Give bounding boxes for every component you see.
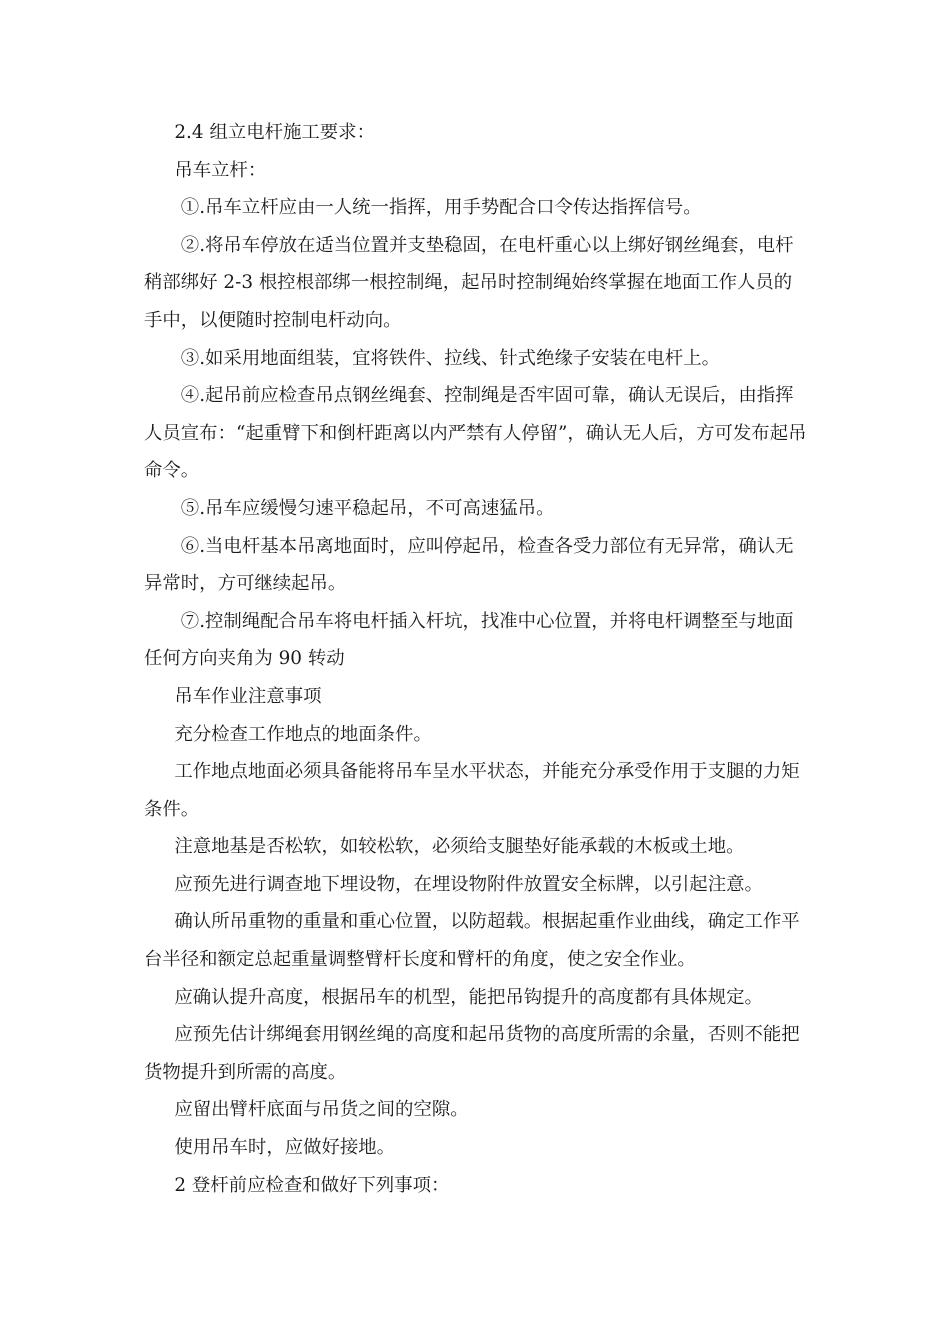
paragraph-step-7: ⑦.控制绳配合吊车将电杆插入杆坑，找准中心位置，并将电杆调整至与地面任何方向夹角为 90 转动 <box>144 610 794 670</box>
section-heading: 2 登杆前应检查和做好下列事项： <box>174 1174 450 1196</box>
paragraph: 应预先进行调查地下埋设物，在埋设物附件放置安全标牌，以引起注意。 <box>174 873 763 895</box>
paragraph: 注意地基是否松软，如较松软，必须给支腿垫好能承载的木板或土地。 <box>174 836 745 858</box>
paragraph: 充分检查工作地点的地面条件。 <box>174 723 432 745</box>
paragraph-step-1: ①.吊车立杆应由一人统一指挥，用手势配合口令传达指挥信号。 <box>180 197 702 219</box>
paragraph-step-2: ②.将吊车停放在适当位置并支垫稳固，在电杆重心以上绑好钢丝绳套，电杆稍部绑好 2-3 根控根部绑一根控制绳，起吊时控制绳始终掌握在地面工作人员的手中，以便随时控制电杆动向。 <box>144 234 794 331</box>
paragraph: 使用吊车时，应做好接地。 <box>174 1137 396 1159</box>
paragraph-step-3: ③.如采用地面组装，宜将铁件、拉线、针式绝缘子安装在电杆上。 <box>180 347 720 369</box>
paragraph: 应预先估计绑绳套用钢丝绳的高度和起吊货物的高度所需的余量，否则不能把货物提升到所需的高度。 <box>144 1024 800 1083</box>
subheading: 吊车立杆： <box>174 159 267 181</box>
paragraph-step-5: ⑤.吊车应缓慢匀速平稳起吊，不可高速猛吊。 <box>180 497 555 519</box>
paragraph-step-4: ④.起吊前应检查吊点钢丝绳套、控制绳是否牢固可靠，确认无误后，由指挥人员宣布：“起重臂下和倒杆距离以内严禁有人停留”，确认无人后，方可发布起吊命令。 <box>144 385 807 482</box>
subheading: 吊车作业注意事项 <box>174 685 322 707</box>
paragraph-step-6: ⑥.当电杆基本吊离地面时，应叫停起吊，检查各受力部位有无异常，确认无异常时，方可继续起吊。 <box>144 535 794 595</box>
paragraph: 应确认提升高度，根据吊车的机型，能把吊钩提升的高度都有具体规定。 <box>174 986 763 1008</box>
paragraph: 工作地点地面必须具备能将吊车呈水平状态，并能充分承受作用于支腿的力矩条件。 <box>144 761 800 820</box>
paragraph: 应留出臂杆底面与吊货之间的空隙。 <box>174 1099 469 1121</box>
section-heading: 2.4 组立电杆施工要求： <box>174 122 375 143</box>
paragraph: 确认所吊重物的重量和重心位置，以防超载。根据起重作业曲线，确定工作平台半径和额定总起重量调整臂杆长度和臂杆的角度，使之安全作业。 <box>144 911 800 971</box>
document-body <box>144 114 808 1204</box>
